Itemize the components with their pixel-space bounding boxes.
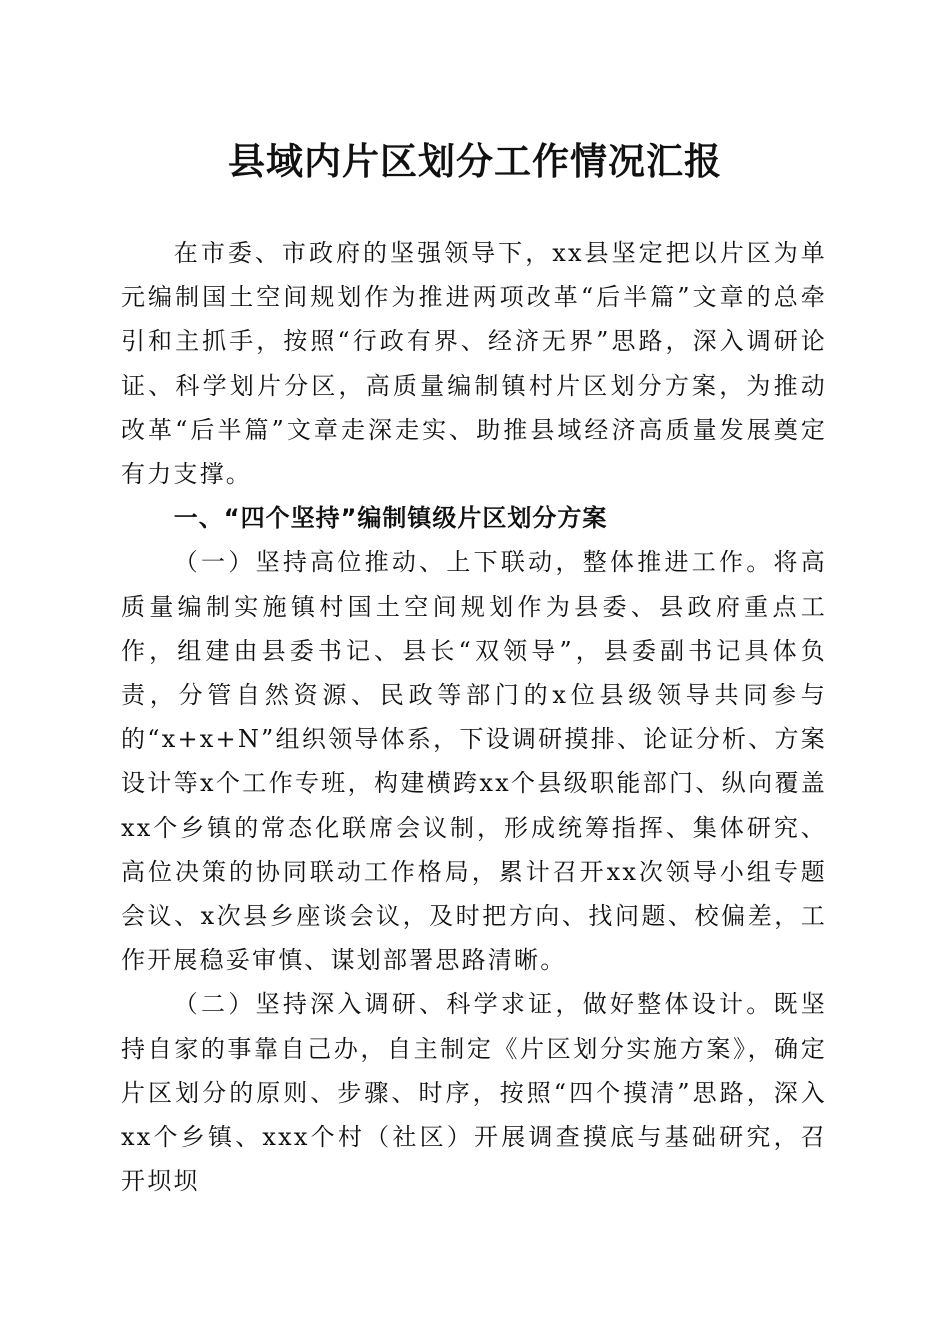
- intro-paragraph: 在市委、市政府的坚强领导下，xx县坚定把以片区为单元编制国土空间规划作为推进两项改革“后半篇”文章的总牵引和主抓手，按照“行政有界、经济无界”思路，深入调研论证、科学划片分区，高质量编制镇村片区划分方案，为推动改革“后半篇”文章走深走实、助推县域经济高质量发展奠定有力支撑。: [121, 239, 827, 489]
- document-title: 县域内片区划分工作情况汇报: [228, 139, 722, 183]
- item-paragraph-2: （二）坚持深入调研、科学求证，做好整体设计。既坚持自家的事靠自己办，自主制定《片区划分实施方案》，确定片区划分的原则、步骤、时序，按照“四个摸清”思路，深入xx个乡镇、xxx个村（社区）开展调查摸底与基础研究，召开坝坝: [121, 990, 827, 1196]
- document-body: [121, 231, 827, 1203]
- item-paragraph-1: （一）坚持高位推动、上下联动，整体推进工作。将高质量编制实施镇村国土空间规划作为县委、县政府重点工作，组建由县委书记、县长“双领导”，县委副书记具体负责，分管自然资源、民政等部门的x位县级领导共同参与的“x+x+N”组织领导体系，下设调研摸排、论证分析、方案设计等x个工作专班，构建横跨xx个县级职能部门、纵向覆盖xx个乡镇的常态化联席会议制，形成统筹指挥、集体研究、高位决策的协同联动工作格局，累计召开xx次领导小组专题会议、x次县乡座谈会议，及时把方向、找问题、校偏差，工作开展稳妥审慎、谋划部署思路清晰。: [121, 548, 827, 975]
- section-heading-1: 一、“四个坚持”编制镇级片区划分方案: [173, 504, 608, 533]
